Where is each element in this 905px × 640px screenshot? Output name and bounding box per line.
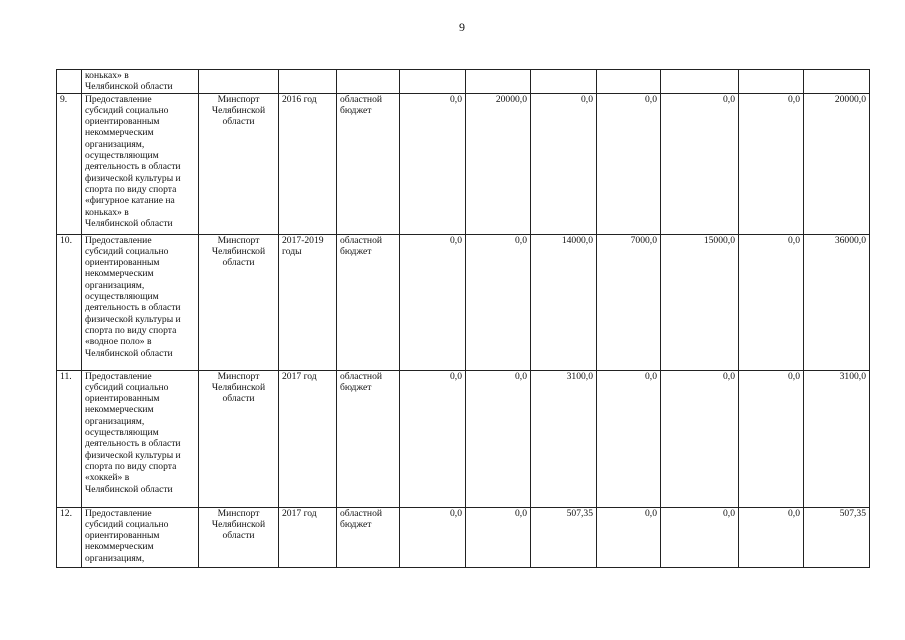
description-line: некоммерческим — [85, 127, 154, 139]
executor-cell — [199, 507, 279, 567]
row-number-cell: 9. — [57, 93, 82, 234]
amount-cell: 0,0 — [661, 370, 739, 507]
executor-cell-line: области — [222, 116, 255, 128]
description-line: Челябинской области — [85, 483, 173, 495]
description-cell — [82, 93, 199, 234]
row-number-cell: 12. — [57, 507, 82, 567]
executor-cell — [199, 234, 279, 370]
funding-source-cell — [337, 234, 400, 370]
page-number: 9 — [459, 20, 465, 34]
row-number-cell: 10. — [57, 234, 82, 370]
amount-cell: 14000,0 — [531, 234, 597, 370]
amount-cell: 507,35 — [531, 507, 597, 567]
description-cell — [82, 370, 199, 507]
description-line: Предоставление — [85, 507, 152, 519]
amount-cell: 0,0 — [661, 93, 739, 234]
description-line: спорта по виду спорта — [85, 460, 177, 472]
row-number-cell — [57, 70, 82, 94]
description-line: физической культуры и — [85, 449, 181, 461]
description-line: некоммерческим — [85, 404, 154, 416]
description-cell — [82, 70, 199, 94]
period-cell-line: 2017-2019 — [282, 234, 324, 246]
funding-source-cell-line: бюджет — [340, 518, 372, 530]
description-line: спорта по виду спорта — [85, 324, 177, 336]
period-cell — [279, 93, 337, 234]
description-line: организациям, — [85, 415, 145, 427]
description-line: «водное поло» в — [85, 336, 152, 348]
amount-cell: 0,0 — [597, 370, 661, 507]
description-cell — [82, 234, 199, 370]
funding-source-cell-line: областной — [340, 370, 383, 382]
amount-cell: 7000,0 — [597, 234, 661, 370]
description-line: субсидий социально — [85, 518, 169, 530]
amount-cell — [739, 70, 804, 94]
funding-source-cell — [337, 507, 400, 567]
table-row — [57, 70, 870, 94]
amount-cell: 15000,0 — [661, 234, 739, 370]
period-cell — [279, 507, 337, 567]
amount-cell — [400, 70, 466, 94]
description-line: физической культуры и — [85, 313, 181, 325]
amount-cell: 36000,0 — [804, 234, 870, 370]
description-line: Предоставление — [85, 93, 152, 105]
description-line: Челябинской области — [85, 81, 173, 93]
amount-cell: 0,0 — [466, 234, 531, 370]
description-cell — [82, 507, 199, 567]
funding-source-cell-line: бюджет — [340, 381, 372, 393]
description-line: ориентированным — [85, 257, 160, 269]
amount-cell: 0,0 — [739, 93, 804, 234]
executor-cell-line: области — [222, 393, 255, 405]
amount-cell — [661, 70, 739, 94]
description-line: Предоставление — [85, 370, 152, 382]
period-cell-line: 2016 год — [282, 93, 317, 105]
description-line: организациям, — [85, 279, 145, 291]
description-line: Челябинской области — [85, 217, 173, 229]
amount-cell: 0,0 — [597, 507, 661, 567]
period-cell — [279, 234, 337, 370]
executor-cell — [199, 370, 279, 507]
executor-cell — [199, 70, 279, 94]
description-line: организациям, — [85, 138, 145, 150]
description-line: субсидий социально — [85, 245, 169, 257]
description-line: некоммерческим — [85, 268, 154, 280]
amount-cell: 3100,0 — [804, 370, 870, 507]
description-line: ориентированным — [85, 393, 160, 405]
executor-cell-line: Минспорт — [217, 370, 260, 382]
funding-source-cell-line: областной — [340, 234, 383, 246]
amount-cell: 0,0 — [400, 93, 466, 234]
amount-cell — [597, 70, 661, 94]
amount-cell: 20000,0 — [466, 93, 531, 234]
table-row — [57, 507, 870, 567]
amount-cell: 0,0 — [739, 507, 804, 567]
executor-cell-line: Челябинской — [211, 381, 266, 393]
funding-source-cell-line: бюджет — [340, 245, 372, 257]
executor-cell-line: Минспорт — [217, 93, 260, 105]
description-line: организациям, — [85, 552, 145, 564]
description-line: некоммерческим — [85, 541, 154, 553]
amount-cell: 0,0 — [739, 234, 804, 370]
amount-cell: 0,0 — [466, 370, 531, 507]
description-line: осуществляющим — [85, 427, 159, 439]
description-line: физической культуры и — [85, 172, 181, 184]
period-cell-line: 2017 год — [282, 507, 317, 519]
description-line: субсидий социально — [85, 104, 169, 116]
description-line: осуществляющим — [85, 291, 159, 303]
amount-cell: 0,0 — [739, 370, 804, 507]
description-line: Предоставление — [85, 234, 152, 246]
amount-cell: 0,0 — [466, 507, 531, 567]
amount-cell — [531, 70, 597, 94]
amount-cell: 507,35 — [804, 507, 870, 567]
table-row — [57, 93, 870, 234]
description-line: спорта по виду спорта — [85, 183, 177, 195]
executor-cell-line: Минспорт — [217, 234, 260, 246]
description-line: деятельность в области — [85, 302, 181, 314]
funding-source-cell-line: бюджет — [340, 104, 372, 116]
funding-source-cell-line: областной — [340, 93, 383, 105]
executor-cell — [199, 93, 279, 234]
amount-cell — [804, 70, 870, 94]
amount-cell: 0,0 — [661, 507, 739, 567]
period-cell-line: годы — [282, 245, 302, 257]
executor-cell-line: области — [222, 257, 255, 269]
executor-cell-line: Челябинской — [211, 518, 266, 530]
funding-source-cell — [337, 70, 400, 94]
amount-cell: 0,0 — [400, 507, 466, 567]
funding-source-cell — [337, 93, 400, 234]
executor-cell-line: Челябинской — [211, 245, 266, 257]
amount-cell: 0,0 — [531, 93, 597, 234]
description-line: ориентированным — [85, 530, 160, 542]
row-number-cell: 11. — [57, 370, 82, 507]
description-line: субсидий социально — [85, 381, 169, 393]
description-line: ориентированным — [85, 116, 160, 128]
executor-cell-line: Челябинской — [211, 104, 266, 116]
description-line: «фигурное катание на — [85, 195, 175, 207]
description-line: «хоккей» в — [85, 472, 130, 484]
executor-cell-line: Минспорт — [217, 507, 260, 519]
description-line: коньках» в — [85, 70, 129, 81]
amount-cell: 0,0 — [400, 234, 466, 370]
table-row — [57, 234, 870, 370]
amount-cell: 0,0 — [597, 93, 661, 234]
description-line: Челябинской области — [85, 347, 173, 359]
funding-source-cell-line: областной — [340, 507, 383, 519]
funding-source-cell — [337, 370, 400, 507]
amount-cell — [466, 70, 531, 94]
executor-cell-line: области — [222, 530, 255, 542]
period-cell-line: 2017 год — [282, 370, 317, 382]
description-line: деятельность в области — [85, 438, 181, 450]
description-line: коньках» в — [85, 206, 129, 218]
amount-cell: 0,0 — [400, 370, 466, 507]
period-cell — [279, 370, 337, 507]
table-row — [57, 370, 870, 507]
description-line: осуществляющим — [85, 150, 159, 162]
period-cell — [279, 70, 337, 94]
budget-table — [56, 69, 870, 568]
amount-cell: 20000,0 — [804, 93, 870, 234]
amount-cell: 3100,0 — [531, 370, 597, 507]
description-line: деятельность в области — [85, 161, 181, 173]
